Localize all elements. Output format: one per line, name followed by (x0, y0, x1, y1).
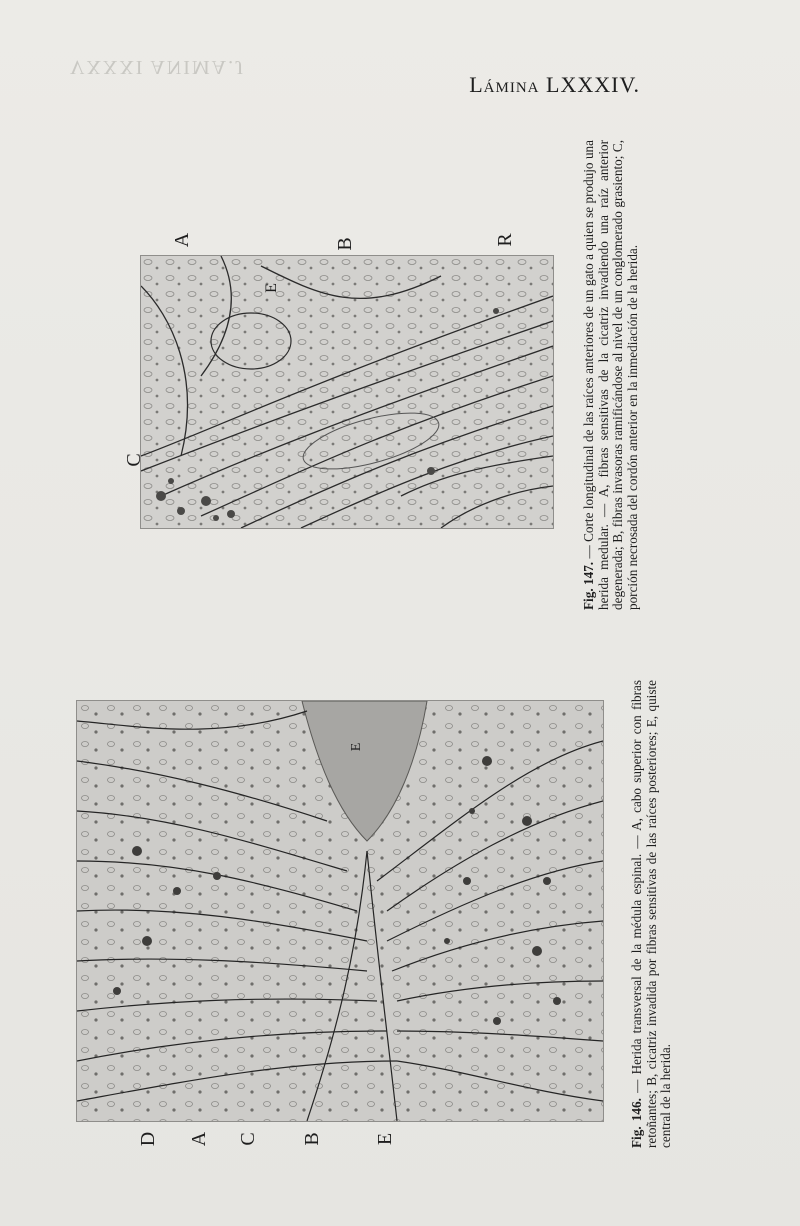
fig-146-caption-text: — Herida transversal de la médula espinal. — A, cabo superior con fibras retoñantes; B, cicatriz invadida por fibras sensitivas de las raíces posteriores; E, quiste central de la herida. (629, 680, 673, 1148)
plate-title (469, 72, 640, 98)
fig-146-label-b: B (301, 1132, 323, 1146)
fig-147-label-r: R (494, 233, 516, 247)
plate-title-word: Lámina (469, 72, 540, 97)
fig-146-label-e: E (374, 1132, 396, 1146)
fig-146-label-a: A (188, 1131, 210, 1147)
figure-147-illustration (140, 255, 554, 529)
fig-147-label-a: A (171, 232, 193, 248)
fig-147-caption-number: Fig. 147. (581, 561, 596, 610)
fig-146-label-e-inner: E (349, 742, 364, 752)
fig-146-label-c: C (237, 1132, 259, 1146)
plate-title-numeral: LXXXIV. (546, 72, 640, 97)
fig-147-drawing (141, 256, 553, 528)
fig-147-label-c: C (123, 453, 145, 467)
fig-147-caption (582, 140, 640, 610)
figure-146-illustration (76, 700, 604, 1122)
fig-146-caption-number: Fig. 146. (629, 1098, 644, 1148)
fig-146-drawing (77, 701, 603, 1121)
fig-147-label-e: E (263, 283, 280, 293)
fig-146-label-d: D (137, 1131, 159, 1147)
fig-146-caption (630, 680, 674, 1148)
show-through-text: VXXXI ANIMA.J (70, 56, 245, 78)
fig-147-caption-text: — Corte longitudinal de las raíces anteriores de un gato a quien se produjo una herida medular. — A, fibras sensitivas de la cicatriz invadiendo una raíz anterior degenerada; B, fibras invasoras ramificándose al nivel de un conglomerado grasiento; C, porción necrosada del cordón anterior en la inmediación de la herida. (581, 140, 640, 610)
fig-147-label-b: B (334, 237, 356, 251)
